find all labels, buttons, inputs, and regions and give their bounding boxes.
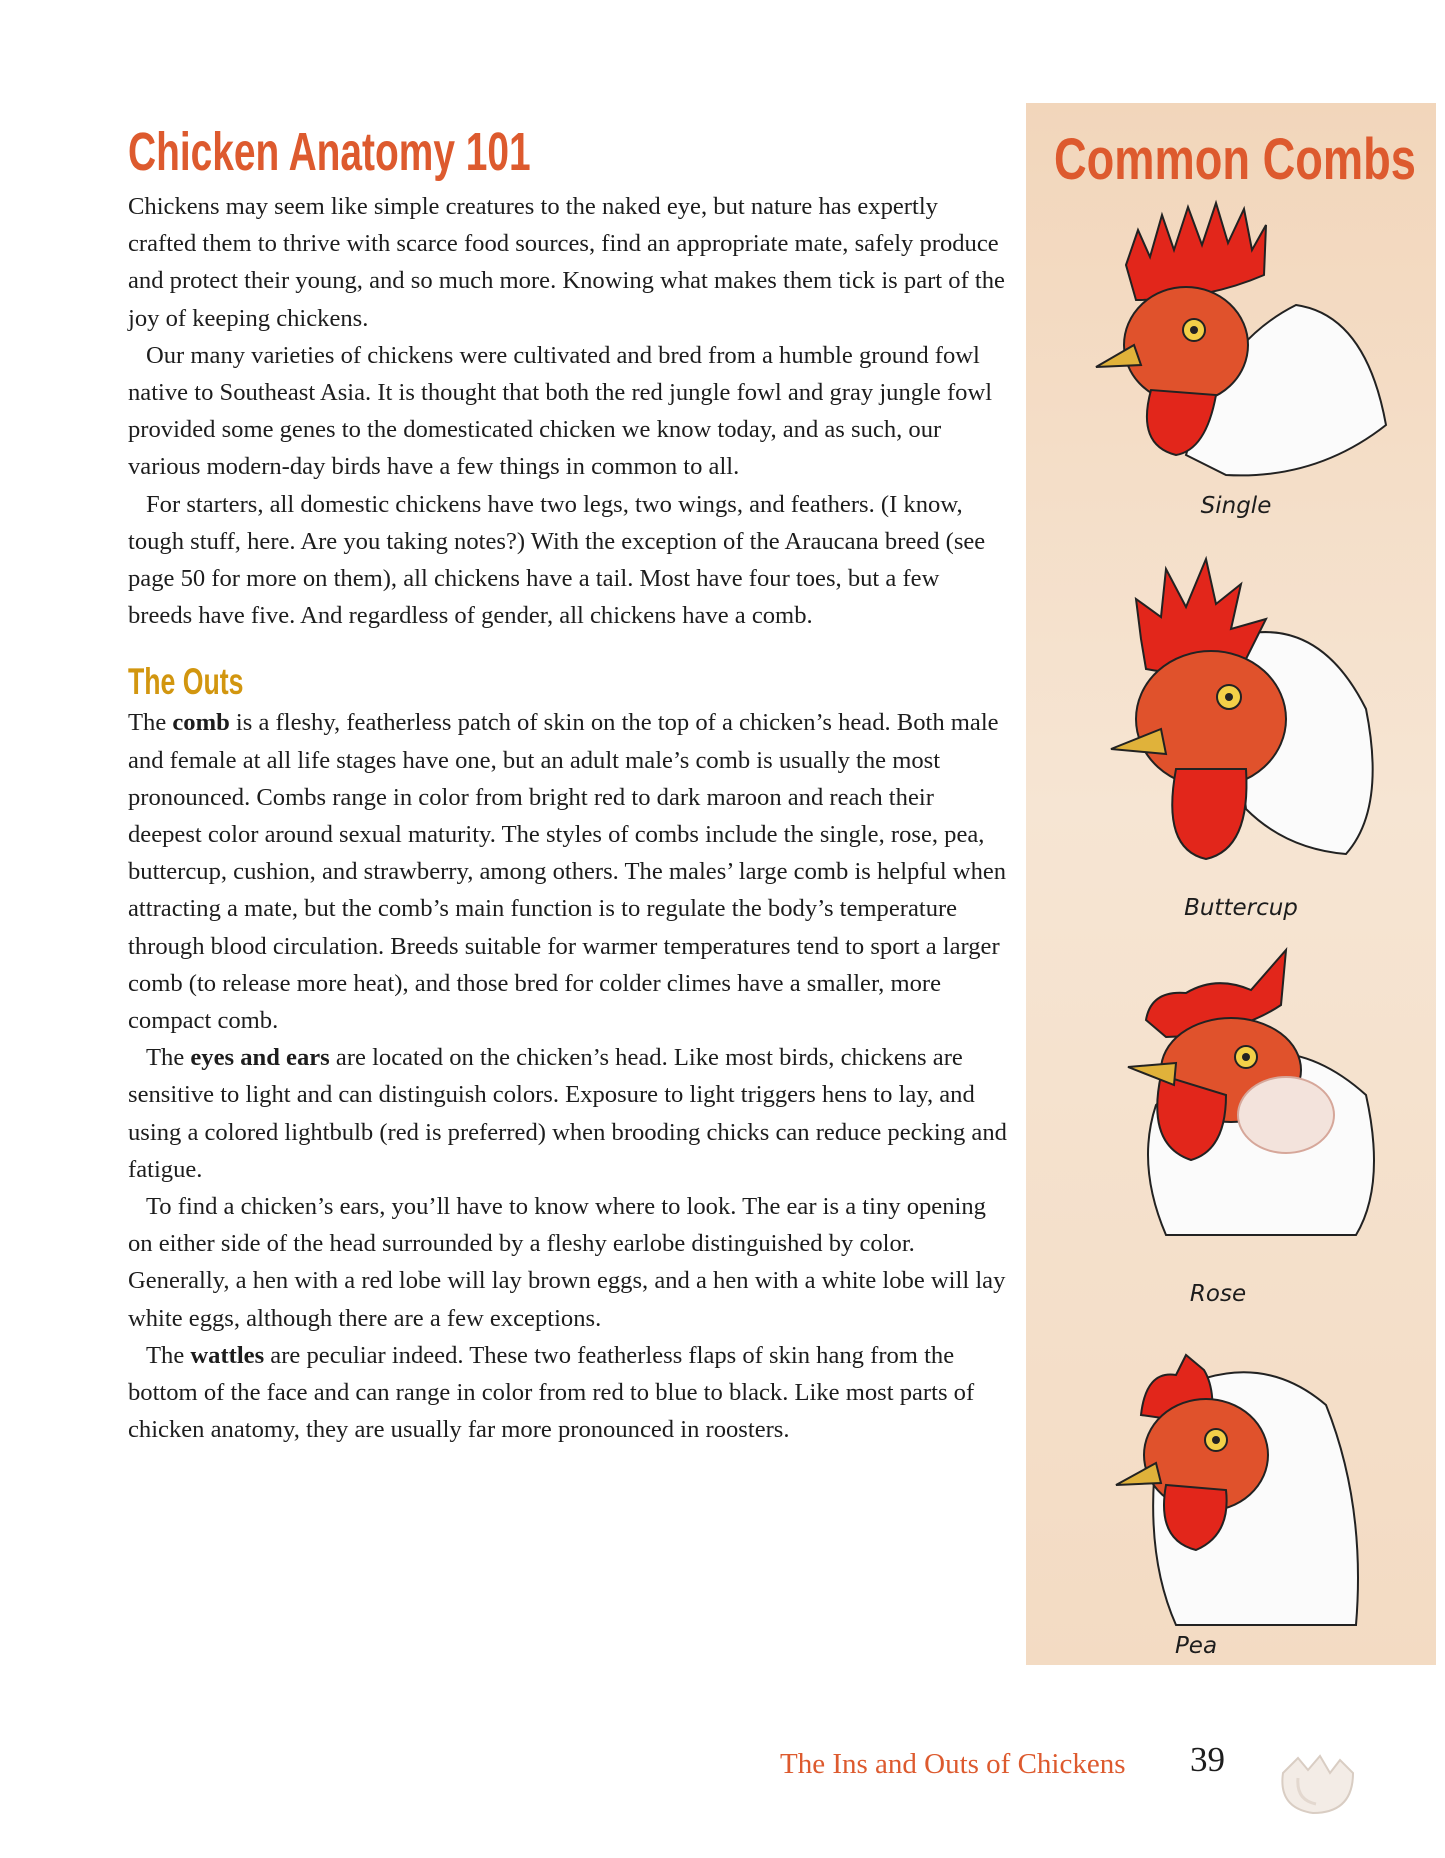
page-number: 39: [1190, 1740, 1225, 1779]
rose-comb-label: Rose: [1189, 1281, 1247, 1307]
intro-paragraph-2: Our many varieties of chickens were cultivated and bred from a humble ground fowl native to Southeast Asia. It is thought that both the red jungle fowl and gray jungle fowl provided some genes to the domesticated chicken we know today, and as such, our various modern-day birds have a few things in common to all.: [128, 341, 993, 481]
comb-paragraph: The comb is a fleshy, featherless patch of skin on the top of a chicken’s head. Both male and female at all life stages have one, but an adult male’s comb is usually the most pronounced. Combs range in color from bright red to dark maroon and reach their deepest color around sexual maturity. The styles of combs include the single, rose, pea, buttercup, cushion, and strawberry, among others. The males’ large comb is helpful when attracting a mate, but the comb’s main function is to regulate the body’s temperature through blood circulation. Breeds suitable for warmer temperatures tend to sport a larger comb (to release more heat), and those bred for colder climes have a smaller, more compact comb.: [128, 709, 1007, 1035]
intro-paragraph-1: Chickens may seem like simple creatures to the naked eye, but nature has expertly crafted them to thrive with scarce food sources, find an appropriate mate, safely produce and protect their young, and so much more. Knowing what makes them tick is part of the joy of keeping chickens.: [128, 193, 1005, 332]
running-footer-title: The Ins and Outs of Chickens: [780, 1748, 1126, 1780]
common-combs-sidebar: [1026, 103, 1436, 1665]
ears-paragraph: To find a chicken’s ears, you’ll have to know where to look. The ear is a tiny opening on either side of the head surrounded by a fleshy earlobe distinguished by color. Generally, a hen with a red lobe will lay brown eggs, and a hen with a white lobe will lay white eggs, although there are a few exceptions.: [128, 1193, 1006, 1332]
single-comb-illustration: [1066, 195, 1396, 485]
main-column: [128, 118, 1008, 1449]
buttercup-comb-label: Buttercup: [1184, 895, 1298, 921]
pea-comb-label: Pea: [1174, 1633, 1218, 1659]
single-comb-label: Single: [1200, 493, 1272, 519]
buttercup-comb-illustration: [1066, 549, 1396, 869]
rose-comb-illustration: [1066, 945, 1396, 1245]
page-title: Chicken Anatomy 101: [128, 122, 531, 182]
wattles-term: wattles: [190, 1341, 265, 1369]
eyes-ears-term: eyes and ears: [190, 1044, 330, 1072]
sidebar-title: Common Combs: [1054, 127, 1416, 192]
comb-term: comb: [172, 709, 230, 737]
eggshell-icon: [1268, 1718, 1363, 1823]
intro-paragraph-3: For starters, all domestic chickens have two legs, two wings, and feathers. (I know, tough stuff, here. Are you taking notes?) With the exception of the Araucana breed (see page 50 for more on them), all chickens have a tail. Most have four toes, but a few breeds have five. And regardless of gender, all chickens have a comb.: [128, 490, 986, 630]
pea-comb-illustration: [1066, 1335, 1396, 1635]
eyes-ears-paragraph: The eyes and ears are located on the chicken’s head. Like most birds, chickens are sensitive to light and can distinguish colors. Exposure to light triggers hens to lay, and using a colored lightbulb (red is preferred) when brooding chicks can reduce pecking and fatigue.: [128, 1044, 1007, 1183]
section-heading-outs: The Outs: [128, 661, 244, 703]
wattles-paragraph: The wattles are peculiar indeed. These two featherless flaps of skin hang from the bottom of the face and can range in color from red to blue to black. Like most parts of chicken anatomy, they are usually far more pronounced in roosters.: [128, 1341, 975, 1444]
